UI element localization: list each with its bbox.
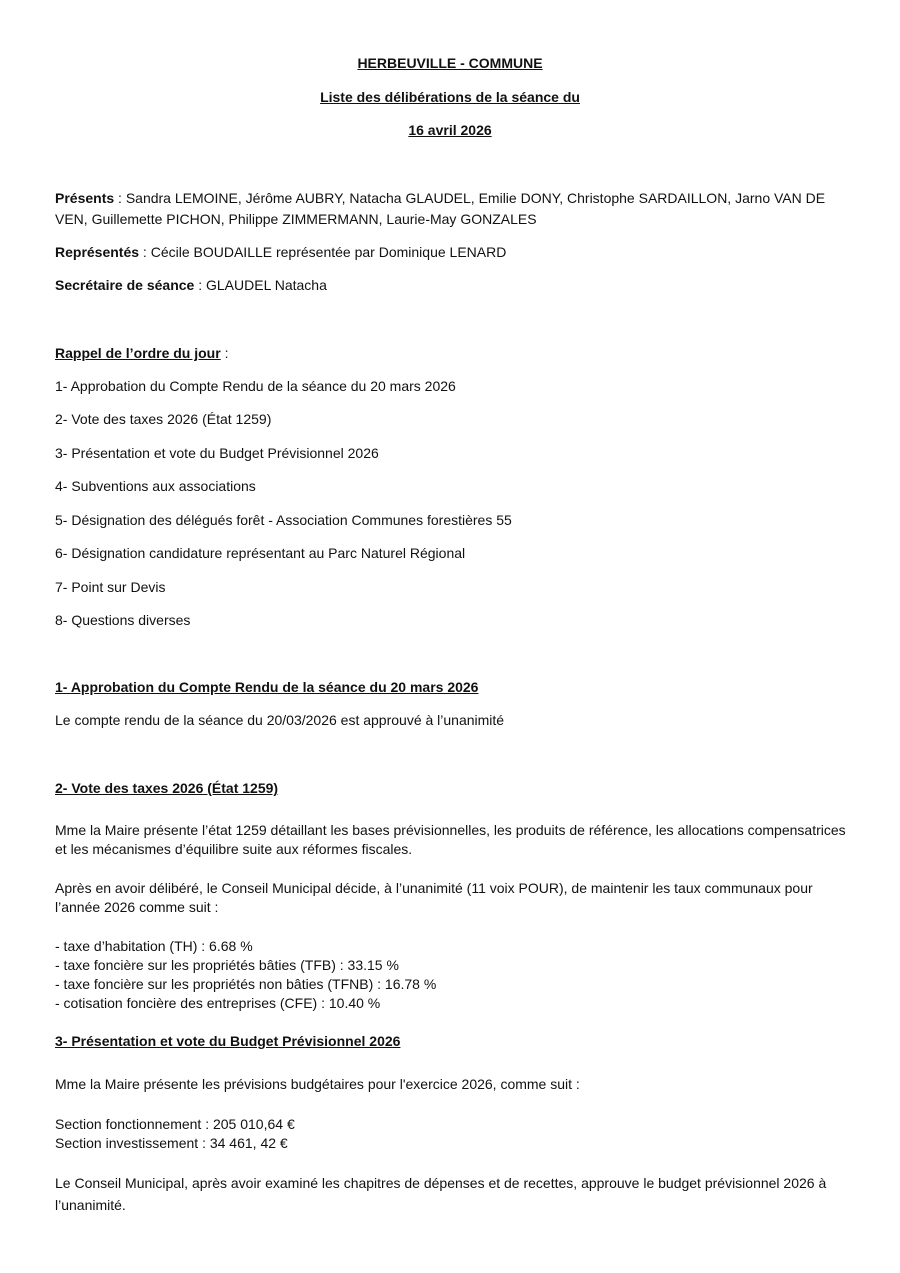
agenda-item: 6- Désignation candidature représentant au Parc Naturel Régional [55, 545, 466, 561]
agenda-heading: Rappel de l’ordre du jour : [55, 345, 229, 361]
section3-title: 3- Présentation et vote du Budget Prévisionnel 2026 [55, 1033, 401, 1049]
commune-title: HERBEUVILLE - COMMUNE [357, 55, 543, 71]
section1-title: 1- Approbation du Compte Rendu de la séance du 20 mars 2026 [55, 679, 479, 695]
secretary-paragraph: Secrétaire de séance : GLAUDEL Natacha [55, 277, 327, 293]
tax-rates-list [55, 937, 850, 1013]
tax-rate-item: - taxe foncière sur les propriétés bâties (TFB) : 33.15 % [55, 957, 399, 973]
section2-title: 2- Vote des taxes 2026 (État 1259) [55, 780, 279, 796]
represented-text: Cécile BOUDAILLE représentée par Dominique LENARD [150, 244, 507, 260]
agenda-title: Rappel de l’ordre du jour [55, 345, 221, 361]
agenda-item: 4- Subventions aux associations [55, 478, 256, 494]
budget-line: Section fonctionnement : 205 010,64 € [55, 1116, 295, 1132]
session-subtitle: Liste des délibérations de la séance du [320, 89, 580, 105]
section1-text: Le compte rendu de la séance du 20/03/2026 est approuvé à l’unanimité [55, 712, 505, 728]
presents-paragraph: Présents : Sandra LEMOINE, Jérôme AUBRY, Natacha GLAUDEL, Emilie DONY, Christophe SARDAILLON, Jarno VAN DE VEN, Guillemette PICHON, Philippe ZIMMERMANN, Laurie-May GONZALES [55, 190, 826, 227]
tax-rate-item: - taxe foncière sur les propriétés non bâties (TFNB) : 16.78 % [55, 976, 437, 992]
agenda-item: 5- Désignation des délégués forêt - Association Communes forestières 55 [55, 512, 512, 528]
agenda-item: 2- Vote des taxes 2026 (État 1259) [55, 411, 272, 427]
section3-conclusion: Le Conseil Municipal, après avoir examiné les chapitres de dépenses et de recettes, approuve le budget prévisionnel 2026 à l’unanimité. [55, 1175, 827, 1213]
section2-paragraph-1: Mme la Maire présente l’état 1259 détaillant les bases prévisionnelles, les produits de référence, les allocations compensatrices et les mécanismes d’équilibre suite aux réformes fiscales. [55, 822, 846, 857]
secretary-name: GLAUDEL Natacha [206, 277, 327, 293]
presents-label: Présents [55, 190, 115, 206]
section3-intro: Mme la Maire présente les prévisions budgétaires pour l'exercice 2026, comme suit : [55, 1076, 580, 1092]
represented-paragraph: Représentés : Cécile BOUDAILLE représentée par Dominique LENARD [55, 244, 507, 260]
tax-rate-item: - taxe d’habitation (TH) : 6.68 % [55, 938, 253, 954]
budget-lines [55, 1115, 850, 1153]
agenda-item: 7- Point sur Devis [55, 579, 166, 595]
tax-rate-item: - cotisation foncière des entreprises (CFE) : 10.40 % [55, 995, 381, 1011]
agenda-item: 3- Présentation et vote du Budget Prévisionnel 2026 [55, 445, 379, 461]
budget-line: Section investissement : 34 461, 42 € [55, 1135, 288, 1151]
agenda-item: 1- Approbation du Compte Rendu de la séance du 20 mars 2026 [55, 378, 456, 394]
presents-list: Sandra LEMOINE, Jérôme AUBRY, Natacha GLAUDEL, Emilie DONY, Christophe SARDAILLON, Jarno VAN DE VEN, Guillemette PICHON, Philippe ZIMMERMANN, Laurie-May GONZALES [55, 190, 826, 227]
agenda-item: 8- Questions diverses [55, 612, 191, 628]
session-date: 16 avril 2026 [408, 122, 492, 138]
represented-label: Représentés [55, 244, 140, 260]
secretary-label: Secrétaire de séance [55, 277, 195, 293]
section2-paragraph-2: Après en avoir délibéré, le Conseil Municipal décide, à l’unanimité (11 voix POUR), de maintenir les taux communaux pour l’année 2026 comme suit : [55, 880, 813, 915]
